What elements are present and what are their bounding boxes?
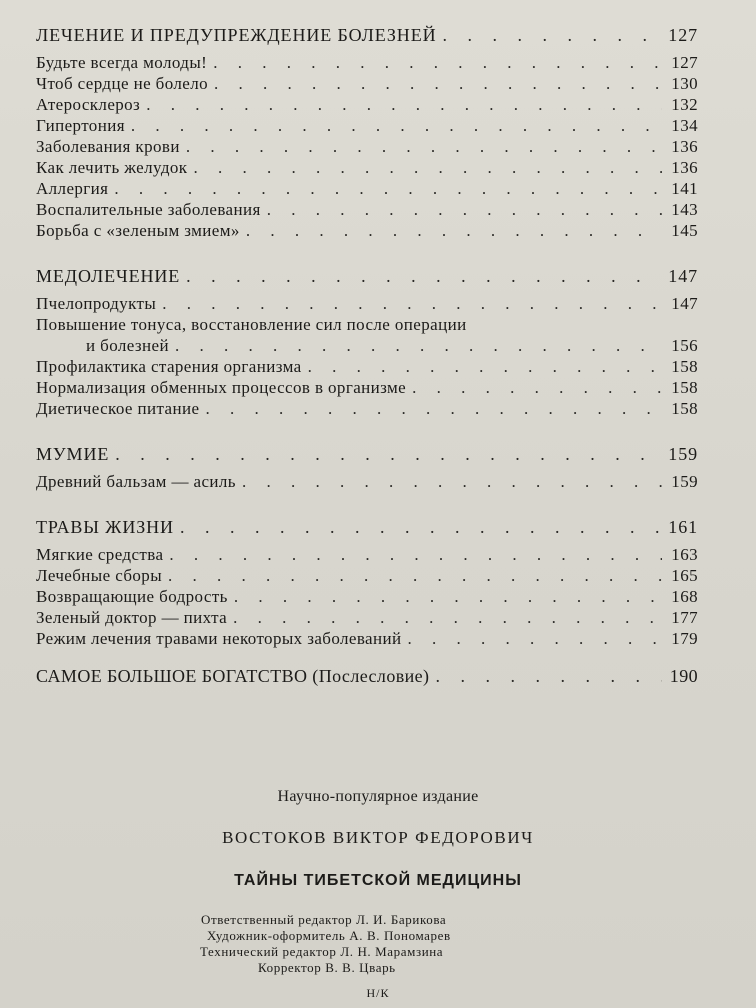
- dot-leader: [435, 663, 662, 689]
- toc-entry: [36, 94, 698, 115]
- toc-entry: [36, 471, 698, 492]
- entry-title: Зеленый доктор — пихта: [36, 608, 228, 627]
- page-number: 158: [671, 357, 698, 376]
- dot-leader: [442, 22, 662, 48]
- entry-title: и болезней: [86, 336, 169, 355]
- dot-leader: [267, 199, 662, 220]
- section-title: МЕДОЛЕЧЕНИЕ: [36, 266, 181, 286]
- entry-title: Нормализация обменных процессов в организме: [36, 378, 407, 397]
- toc-entry: [36, 178, 698, 199]
- publisher-mark: Н/К: [366, 986, 390, 1000]
- toc-entry: [36, 607, 698, 628]
- dot-leader: [115, 441, 662, 467]
- toc-entry: [36, 136, 698, 157]
- toc-section-heading: [36, 22, 698, 48]
- dot-leader: [180, 514, 662, 540]
- toc-afterword: [36, 663, 698, 689]
- page-number: 159: [671, 472, 698, 491]
- page-number: 165: [671, 566, 698, 585]
- entry-title: Чтоб сердце не болело: [36, 74, 208, 93]
- toc-entry: [36, 565, 698, 586]
- page-number: 147: [671, 294, 698, 313]
- entry-title: Режим лечения травами некоторых заболеваний: [36, 629, 402, 648]
- dot-leader: [193, 157, 662, 178]
- entry-title: Мягкие средства: [36, 545, 164, 564]
- credit-line: Корректор В. В. Цварь: [258, 960, 396, 975]
- entry-title: Гипертония: [36, 116, 125, 135]
- table-of-contents: [36, 22, 698, 689]
- dot-leader: [114, 178, 662, 199]
- toc-entry: [36, 356, 698, 377]
- entry-title: Древний бальзам — асиль: [36, 472, 236, 491]
- entry-title: Аллергия: [36, 179, 109, 198]
- dot-leader: [186, 263, 662, 289]
- afterword-title: САМОЕ БОЛЬШОЕ БОГАТСТВО (Послесловие): [36, 666, 430, 686]
- page-number: 177: [671, 608, 698, 627]
- page-number: 190: [669, 666, 698, 686]
- page-number: 163: [671, 545, 698, 564]
- dot-leader: [233, 607, 662, 628]
- page-number: 159: [668, 444, 698, 464]
- dot-leader: [407, 628, 662, 649]
- edition-type: Научно-популярное издание: [277, 788, 479, 805]
- credit-line: Ответственный редактор Л. И. Барикова: [201, 912, 447, 927]
- toc-entry: [36, 115, 698, 136]
- entry-title: Заболевания крови: [36, 137, 180, 156]
- dot-leader: [131, 115, 662, 136]
- toc-entry: [36, 586, 698, 607]
- toc-entry-line: Повышение тонуса, восстановление сил после операции: [36, 315, 467, 334]
- page-number: 143: [671, 200, 698, 219]
- page-number: 141: [671, 179, 698, 198]
- dot-leader: [186, 136, 662, 157]
- page-number: 147: [668, 266, 698, 286]
- toc-entry: [36, 52, 698, 73]
- page-number: 136: [671, 158, 698, 177]
- toc-entry-continuation: [36, 335, 698, 356]
- dot-leader: [242, 471, 662, 492]
- page-number: 127: [668, 25, 698, 45]
- page-number: 130: [671, 74, 698, 93]
- toc-entry: [36, 544, 698, 565]
- dot-leader: [412, 377, 662, 398]
- credit-line: Художник-оформитель А. В. Пономарев: [207, 928, 451, 943]
- dot-leader: [246, 220, 662, 241]
- book-title: ТАЙНЫ ТИБЕТСКОЙ МЕДИЦИНЫ: [234, 872, 522, 889]
- toc-entry: [36, 73, 698, 94]
- page-number: 168: [671, 587, 698, 606]
- dot-leader: [146, 94, 662, 115]
- dot-leader: [205, 398, 662, 419]
- toc-entry: [36, 377, 698, 398]
- page-number: 134: [671, 116, 698, 135]
- toc-section-heading: [36, 441, 698, 467]
- entry-title: Пчелопродукты: [36, 294, 157, 313]
- toc-entry: [36, 157, 698, 178]
- dot-leader: [168, 565, 662, 586]
- dot-leader: [175, 335, 662, 356]
- entry-title: Лечебные сборы: [36, 566, 163, 585]
- entry-title: Будьте всегда молоды!: [36, 53, 208, 72]
- page-number: 156: [671, 336, 698, 355]
- page-number: 158: [671, 399, 698, 418]
- entry-title: Профилактика старения организма: [36, 357, 302, 376]
- page-number: 158: [671, 378, 698, 397]
- section-title: МУМИЕ: [36, 444, 110, 464]
- section-title: ТРАВЫ ЖИЗНИ: [36, 517, 174, 537]
- credit-line: Технический редактор Л. Н. Марамзина: [200, 944, 444, 959]
- toc-entry: [36, 398, 698, 419]
- entry-title: Борьба с «зеленым змием»: [36, 221, 240, 240]
- toc-entry: [36, 220, 698, 241]
- toc-entry: [36, 293, 698, 314]
- page-number: 161: [668, 517, 698, 537]
- entry-title: Возвращающие бодрость: [36, 587, 228, 606]
- dot-leader: [162, 293, 662, 314]
- page-number: 127: [671, 53, 698, 72]
- dot-leader: [214, 73, 662, 94]
- dot-leader: [169, 544, 662, 565]
- toc-entry: [36, 628, 698, 649]
- toc-section-heading: [36, 263, 698, 289]
- entry-title: Атеросклероз: [36, 95, 141, 114]
- dot-leader: [213, 52, 662, 73]
- page-number: 179: [671, 629, 698, 648]
- entry-title: Как лечить желудок: [36, 158, 188, 177]
- section-title: ЛЕЧЕНИЕ И ПРЕДУПРЕЖДЕНИЕ БОЛЕЗНЕЙ: [36, 25, 437, 45]
- dot-leader: [234, 586, 662, 607]
- credits-block: [0, 912, 756, 976]
- toc-section-heading: [36, 514, 698, 540]
- entry-title: Воспалительные заболевания: [36, 200, 261, 219]
- page-number: 136: [671, 137, 698, 156]
- toc-entry: [36, 199, 698, 220]
- page-number: 145: [671, 221, 698, 240]
- page-number: 132: [671, 95, 698, 114]
- dot-leader: [308, 356, 662, 377]
- author-name: ВОСТОКОВ ВИКТОР ФЕДОРОВИЧ: [222, 828, 534, 847]
- entry-title: Диетическое питание: [36, 399, 200, 418]
